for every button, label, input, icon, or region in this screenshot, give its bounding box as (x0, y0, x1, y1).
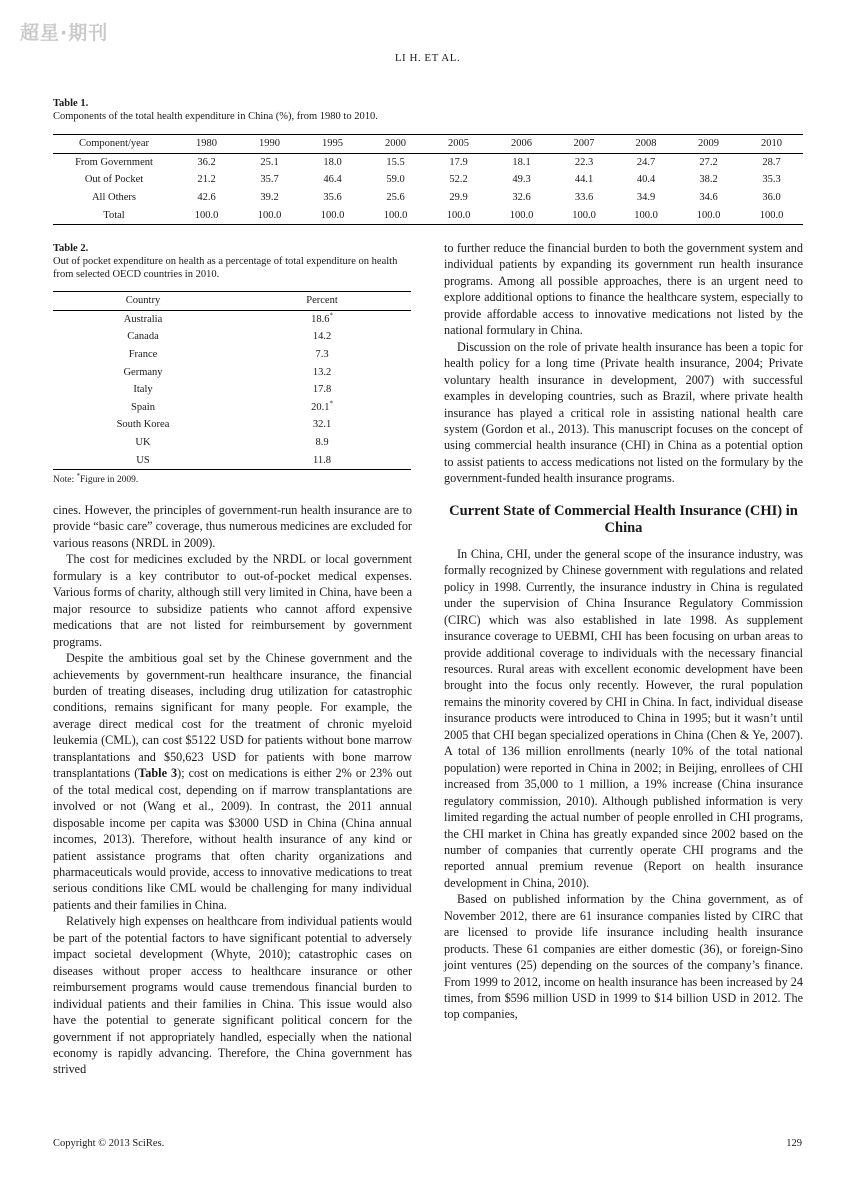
table1-label: Table 1. (53, 98, 89, 109)
percent-value: 14.2 (312, 331, 332, 343)
percent-cell (233, 310, 411, 328)
country-cell: South Korea (116, 419, 170, 431)
paragraph-text: ); cost on medications is either 2% or 23% out of the total medical cost, depending on if marrow transplantations are involved or not (Wang et al., 2009). In contrast, the 2011 annual disposable income per capita was $3000 USD in China (China annual incomes, 2013). Therefore, without health insurance of any kind or patient assistance programs that often charity organizations and pharmaceuticals would provide, access to innovative medications to treat serious conditions like CML would be challenging for many individual patients and their families in China. (53, 766, 413, 912)
paragraph: Based on published information by the China government, as of November 2012, there are 61 insurance companies listed by CIRC that are licensed to provide life insurance including health insurance products. These 61 companies are either domestic (36), or foreign-Sino joint ventures (25) depending on the sources of the company’s finance. From 1999 to 2012, income on health insurance has been increased by 24 times, from $596 million USD in 1999 to $14 billion USD in 2012. The top companies, (444, 892, 803, 1022)
table-row (53, 328, 411, 346)
table1-cell: 34.6 (699, 192, 718, 204)
country-cell: Germany (123, 366, 163, 378)
table1-cell: 100.0 (301, 206, 364, 224)
table1-caption (53, 97, 803, 123)
note-mark: * (76, 471, 80, 480)
running-head: LI H. ET AL. (394, 52, 461, 64)
percent-cell (233, 434, 411, 452)
table1-caption-text: Components of the total health expenditure in China (%), from 1980 to 2010. (53, 111, 378, 122)
table1-cell: 25.1 (260, 156, 279, 168)
percent-cell (233, 451, 411, 469)
paragraph: to further reduce the financial burden to both the government system and individual patients by expanding its government run health insurance programs. Among all possible approaches, there is an urgent need to explore additional options to finance the healthcare system, especially to provide affordable access to innovative medications not listed by the national formulary in China. (444, 241, 803, 338)
table2-header-cell: Percent (233, 292, 411, 311)
table1-cell: 39.2 (260, 192, 279, 204)
table1-cell: 35.7 (260, 174, 279, 186)
percent-value: 17.8 (312, 384, 332, 396)
paragraph: Relatively high expenses on healthcare from individual patients would be part of the potential factors to have significant potential to adversely impact societal development (Whyte, 2010); catastrophic cases on diseases without proper access to healthcare insurance or other reimbursement programs would cause tremendous financial burden to individual patients and their families in China. This issue would also have the potential to generate significant political concern for the government if not appropriately handled, especially when the national economy is rapidly advancing. Therefore, the China government has strived (53, 914, 412, 1077)
table1-header-cell: 1990 (238, 135, 301, 154)
table1-cell: 100.0 (740, 206, 803, 224)
table-row (53, 153, 803, 171)
table1-cell: 33.6 (574, 192, 594, 204)
table1-cell: 100.0 (175, 206, 238, 224)
table1-cell: 17.9 (449, 156, 468, 168)
footnote-mark: * (329, 311, 333, 320)
table1-cell: 46.4 (323, 174, 342, 186)
table1-cell: 28.7 (762, 156, 781, 168)
country-cell: US (53, 451, 233, 469)
table1-header-cell: 2009 (677, 135, 740, 154)
percent-value: 13.2 (312, 366, 332, 378)
table-row (53, 189, 803, 207)
table-row (53, 363, 411, 381)
percent-value: 20.1 (311, 401, 330, 413)
percent-value: 18.6 (311, 313, 330, 325)
table1-cell: 100.0 (553, 206, 615, 224)
table1-header-cell: 2000 (364, 135, 427, 154)
table1-cell: 25.6 (386, 192, 405, 204)
table3-reference: Table 3 (138, 766, 178, 781)
table-row (53, 399, 411, 417)
paragraph: Discussion on the role of private health insurance has been a topic for health policy for a long time (Private health insurance, 2004; Private voluntary health insurance in development, 2007) with successful examples in developing countries, such as Brazil, where private health insurance has played a critical role in assisting national health care system (Gordon et al., 2013). This manuscript focuses on the concept of using commercial health insurance (CHI) in China as a potential option to assist patients to access medications not listed on the formulary by the government-funded health insurance programs. (444, 339, 803, 486)
table1-cell: 40.4 (636, 174, 656, 186)
table1-cell: 38.2 (699, 174, 718, 186)
table1-header-cell: Component/year (53, 135, 175, 154)
table2-caption-text: Out of pocket expenditure on health as a percentage of total expenditure on health from selected OECD countries in 2010. (53, 256, 398, 280)
table1-cell: Out of Pocket (84, 174, 144, 186)
paragraph: The cost for medicines excluded by the NRDL or local government formulary is a key contributor to out-of-pocket medical expenses. Various forms of charity, although still very limited in China, have been a major resource to subsidize patients who cannot afford expensive medications that are not listed for reimbursement by government programs. (53, 552, 412, 649)
table1-cell: 24.7 (636, 156, 656, 168)
section-heading: Current State of Commercial Health Insurance (CHI) in China (449, 502, 798, 536)
table2-note (53, 471, 139, 485)
percent-value: 11.8 (313, 454, 331, 466)
table1-header-cell: 2010 (740, 135, 803, 154)
table1-cell: 21.2 (197, 174, 216, 186)
table2-caption (53, 242, 413, 281)
country-cell: Canada (127, 331, 159, 343)
table-row (53, 346, 411, 364)
paragraph: In China, CHI, under the general scope of the insurance industry, was formally recognized by Chinese government with regulations and related policy in 1998. Currently, the insurance industry in China is regulated under the supervision of China Insurance Regulatory Commission (CIRC) which was also established in late 1998. As supplement insurance coverage to UEBMI, CHI has been focusing on urban areas to provide additional coverage to individuals with the necessary financial resources. Rural areas with excellent economic development have been brought into the focus only recently. However, the rural population remains the minority covered by CHI in China. In fact, individual disease insurance products were introduced to China in 1995; but it wasn’t until 2005 that CHI began specialized operations in China (Chen & Ye, 2007). A total of 136 million enrollments (nearly 10% of the total national population) were reported in China in 2002; in Beijing, enrollees of CHI increased from 35,000 to 1 million, a 19% increase (China insurance regulatory commission, 2010). Although published information is very limited regarding the actual number of people enrolled in CHI programs, the CHI market in China has greatly expanded since 2002 based on the number of companies that currently operate CHI programs and the reported annual premium revenue (Report on health insurance development in China, 2010). (444, 546, 803, 890)
table1-cell: Total (53, 206, 175, 224)
table1-header-cell: 1995 (301, 135, 364, 154)
country-cell: Italy (133, 384, 153, 396)
table1-header-cell: 2005 (427, 135, 490, 154)
table1-cell: 15.5 (386, 156, 405, 168)
page-number: 129 (786, 1138, 802, 1149)
table1-cell: 18.1 (512, 156, 531, 168)
table-row (53, 171, 803, 189)
table1-cell: 44.1 (574, 174, 594, 186)
table1-header-cell: 2007 (553, 135, 615, 154)
table-row (53, 310, 411, 328)
percent-cell (233, 399, 411, 417)
country-cell: France (128, 349, 158, 361)
paragraph: cines. However, the principles of government-run health insurance are to provide “basic care” coverage, thus numerous medicines are excluded for various reasons (NRDL in 2009). (53, 503, 412, 550)
table1-cell: 36.2 (197, 156, 216, 168)
table1-cell: 27.2 (699, 156, 718, 168)
percent-cell (233, 328, 411, 346)
table-row (53, 416, 411, 434)
table1-header-row (53, 135, 803, 154)
table2-header-cell: Country (53, 292, 233, 311)
table1-header-cell: 2008 (615, 135, 677, 154)
table1-cell: All Others (91, 192, 137, 204)
note-text: Figure in 2009. (79, 475, 139, 485)
percent-cell (233, 363, 411, 381)
table1-cell: 22.3 (574, 156, 594, 168)
percent-cell (233, 346, 411, 364)
table1-cell: From Government (75, 156, 153, 168)
table-row (53, 206, 803, 224)
percent-value: 32.1 (312, 419, 332, 431)
table1-cell: 52.2 (449, 174, 468, 186)
table1-cell: 100.0 (490, 206, 553, 224)
country-cell: Spain (131, 401, 155, 413)
footnote-mark: * (329, 399, 333, 408)
table1-cell: 36.0 (762, 192, 781, 204)
table1-cell: 59.0 (386, 174, 405, 186)
table2-label: Table 2. (53, 243, 89, 254)
table1-cell: 32.6 (512, 192, 531, 204)
note-prefix: Note: (53, 475, 77, 485)
table1-header-cell: 2006 (490, 135, 553, 154)
right-column (444, 240, 803, 1023)
table-row (53, 381, 411, 399)
country-cell: UK (135, 437, 151, 449)
percent-value: 8.9 (315, 437, 329, 449)
country-cell: Australia (123, 313, 163, 325)
percent-cell (233, 416, 411, 434)
watermark-logo: 超星·期刊 (20, 22, 109, 44)
percent-cell (233, 381, 411, 399)
table1-cell: 34.9 (636, 192, 656, 204)
table1-cell: 100.0 (677, 206, 740, 224)
table-row (53, 434, 411, 452)
table1-cell: 49.3 (512, 174, 531, 186)
table2 (53, 291, 411, 470)
table-row (53, 451, 411, 469)
paragraph (53, 650, 412, 913)
table1-header-cell: 1980 (175, 135, 238, 154)
paragraph-text: Despite the ambitious goal set by the Chinese government and the achievements by government-run healthcare insurance, the financial burden of treating diseases, including drug utilization for catastrophic conditions, remains significant for many people. For example, the average direct medical cost for the treatment of chronic myeloid leukemia (CML), can cost $5122 USD for patients without bone marrow transplantations and $50,623 USD for patients with bone marrow transplantations ( (53, 651, 412, 781)
table1-cell: 100.0 (238, 206, 301, 224)
table2-header-row (53, 292, 411, 311)
table1-cell: 18.0 (323, 156, 342, 168)
copyright-notice: Copyright © 2013 SciRes. (53, 1138, 165, 1149)
table1-cell: 100.0 (364, 206, 427, 224)
table1-cell: 35.6 (323, 192, 342, 204)
table1 (53, 134, 803, 225)
left-column (53, 502, 412, 1078)
percent-value: 7.3 (315, 349, 329, 361)
table1-cell: 42.6 (197, 192, 216, 204)
table1-cell: 35.3 (762, 174, 781, 186)
table1-cell: 29.9 (449, 192, 468, 204)
table1-cell: 100.0 (427, 206, 490, 224)
table1-cell: 100.0 (615, 206, 677, 224)
